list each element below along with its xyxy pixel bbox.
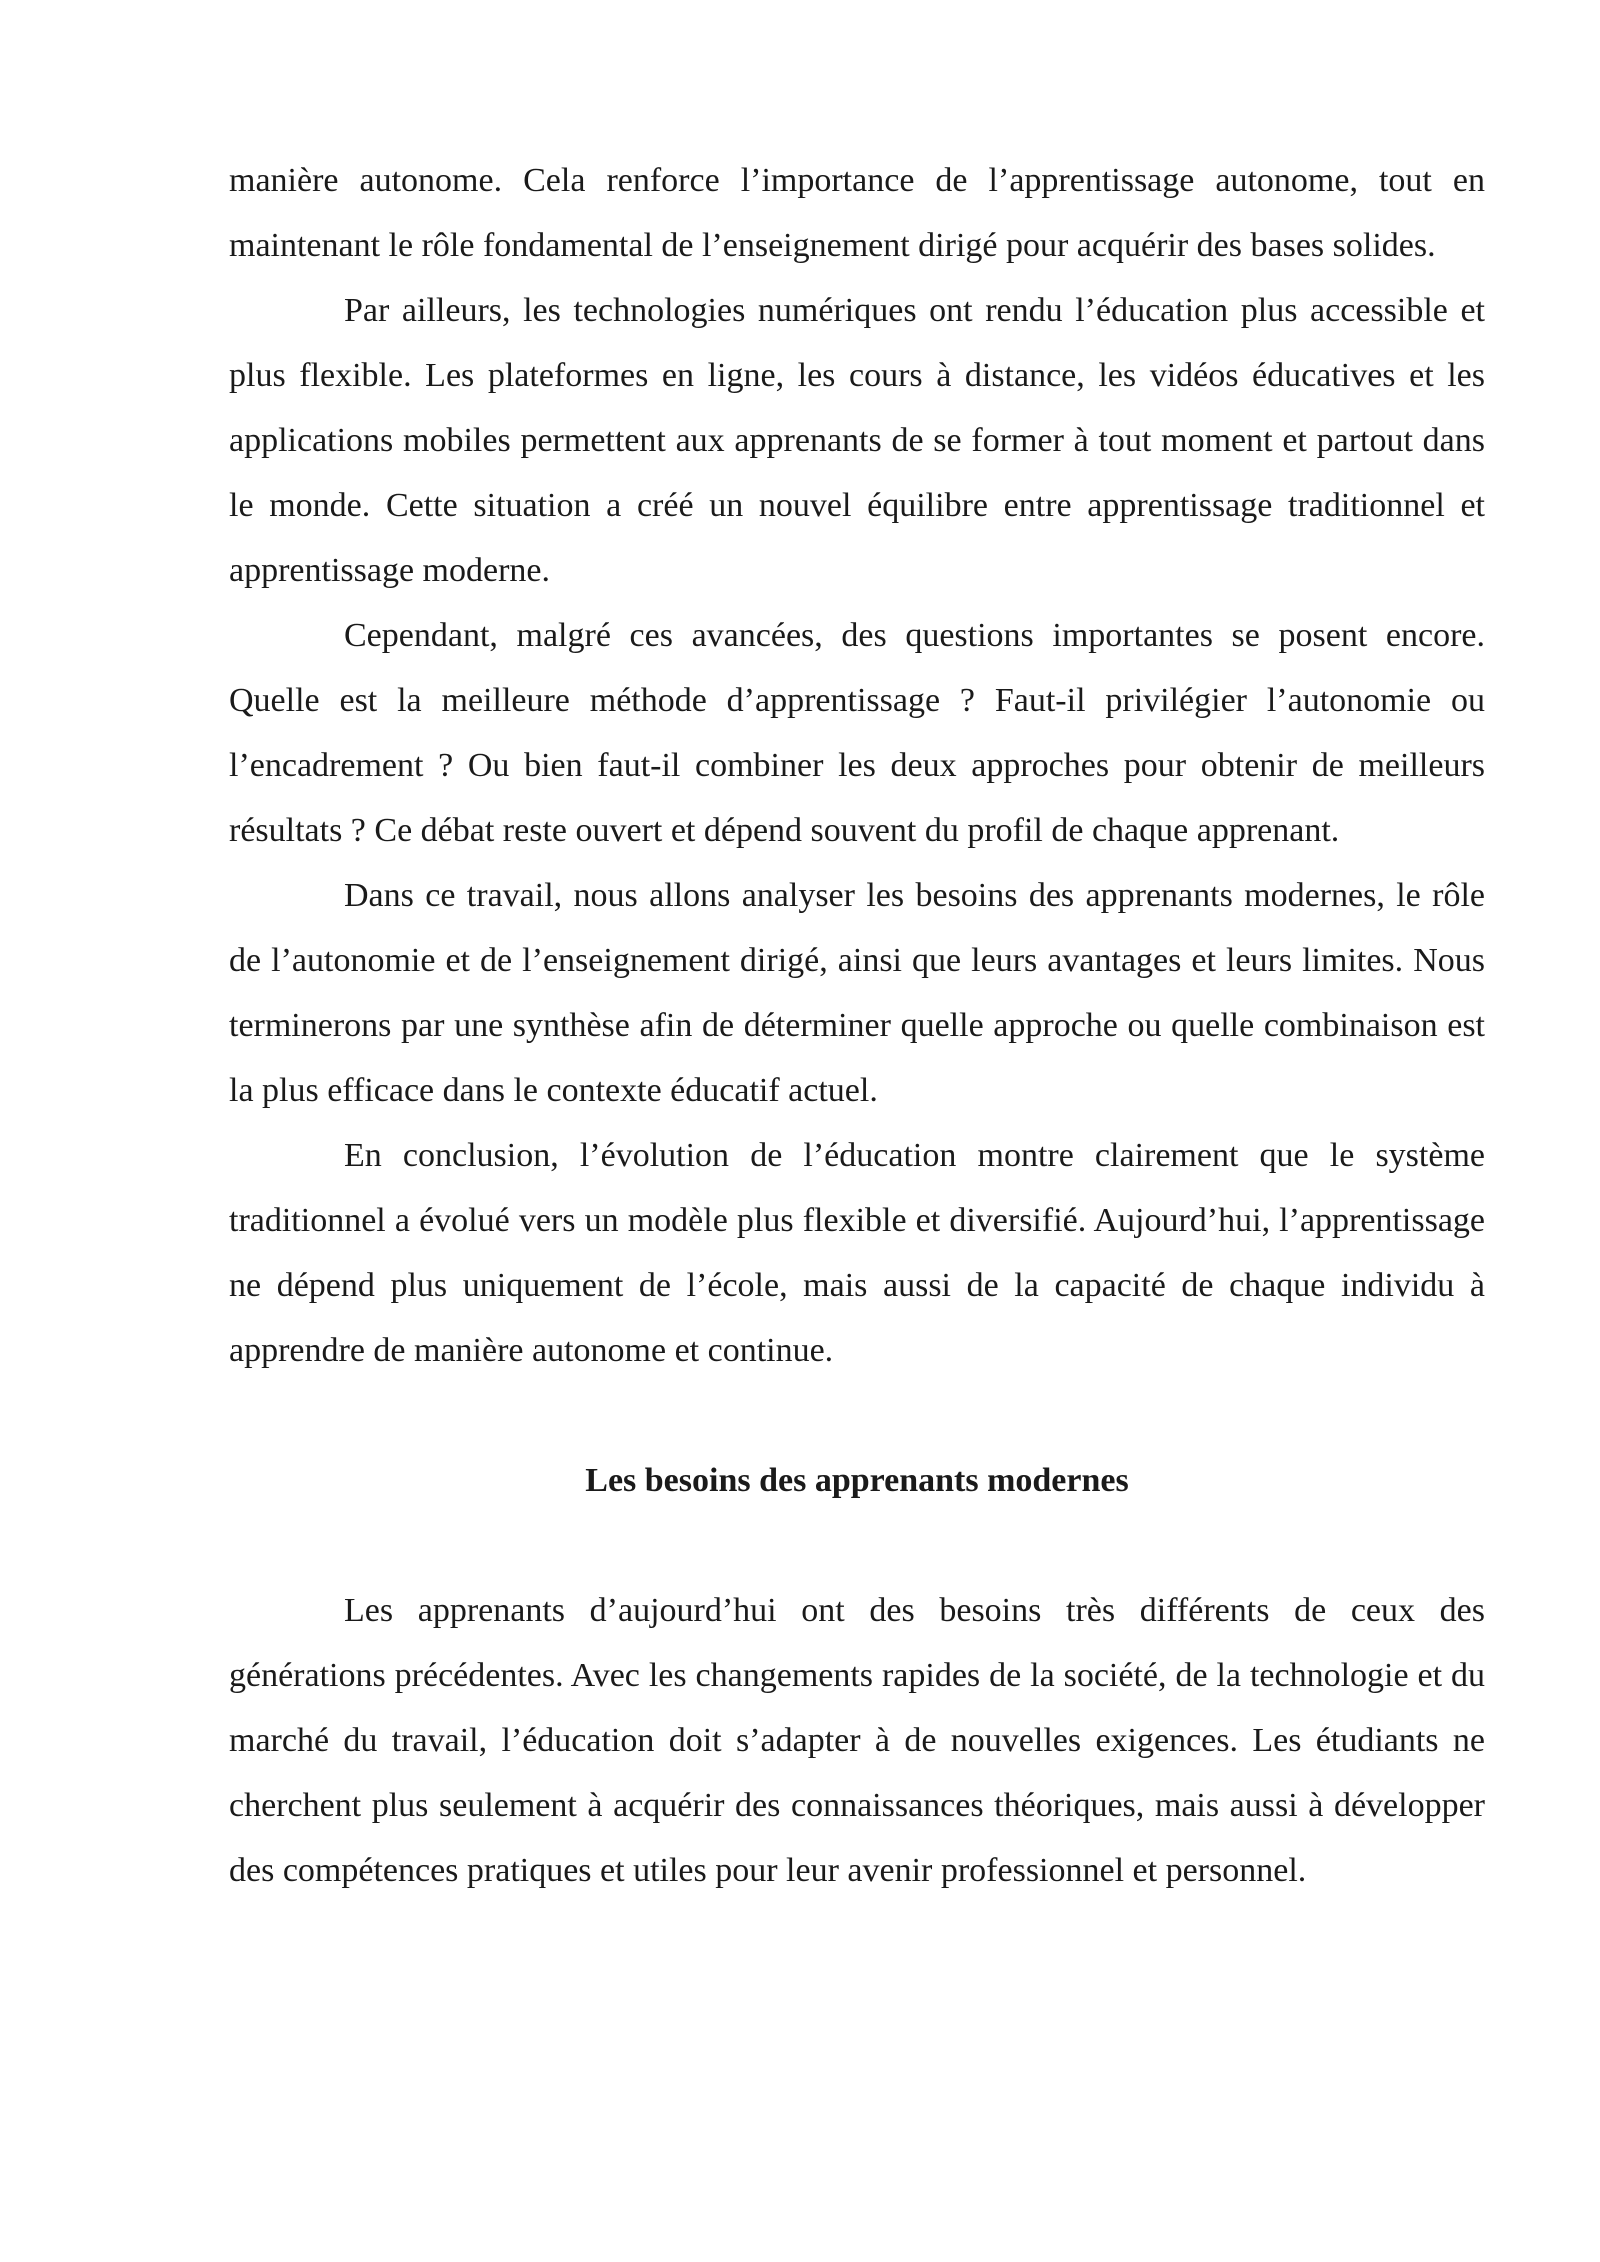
document-body	[229, 148, 1485, 1903]
section-heading: Les besoins des apprenants modernes	[585, 1462, 1129, 1499]
paragraph-continuation: manière autonome. Cela renforce l’importance de l’apprentissage autonome, tout en maintenant le rôle fondamental de l’enseignement dirigé pour acquérir des bases solides.	[229, 162, 1485, 264]
paragraph-questions: Cependant, malgré ces avancées, des questions importantes se posent encore. Quelle est la meilleure méthode d’apprentissage ? Faut-il privilégier l’autonomie ou l’encadrement ? Ou bien faut-il combiner les deux approches pour obtenir de meilleurs résultats ? Ce débat reste ouvert et dépend souvent du profil de chaque apprenant.	[229, 617, 1485, 849]
paragraph-conclusion: En conclusion, l’évolution de l’éducation montre clairement que le système traditionnel a évolué vers un modèle plus flexible et diversifié. Aujourd’hui, l’apprentissage ne dépend plus uniquement de l’école, mais aussi de la capacité de chaque individu à apprendre de manière autonome et continue.	[229, 1137, 1485, 1369]
paragraph-digital-technologies: Par ailleurs, les technologies numériques ont rendu l’éducation plus accessible et plus flexible. Les plateformes en ligne, les cours à distance, les vidéos éducatives et les applications mobiles permettent aux apprenants de se former à tout moment et partout dans le monde. Cette situation a créé un nouvel équilibre entre apprentissage traditionnel et apprentissage moderne.	[229, 292, 1485, 589]
paragraph-learner-needs: Les apprenants d’aujourd’hui ont des besoins très différents de ceux des générations précédentes. Avec les changements rapides de la société, de la technologie et du marché du travail, l’éducation doit s’adapter à de nouvelles exigences. Les étudiants ne cherchent plus seulement à acquérir des connaissances théoriques, mais aussi à développer des compétences pratiques et utiles pour leur avenir professionnel et personnel.	[229, 1592, 1485, 1889]
paragraph-work-plan: Dans ce travail, nous allons analyser les besoins des apprenants modernes, le rôle de l’autonomie et de l’enseignement dirigé, ainsi que leurs avantages et leurs limites. Nous terminerons par une synthèse afin de déterminer quelle approche ou quelle combinaison est la plus efficace dans le contexte éducatif actuel.	[229, 877, 1485, 1109]
